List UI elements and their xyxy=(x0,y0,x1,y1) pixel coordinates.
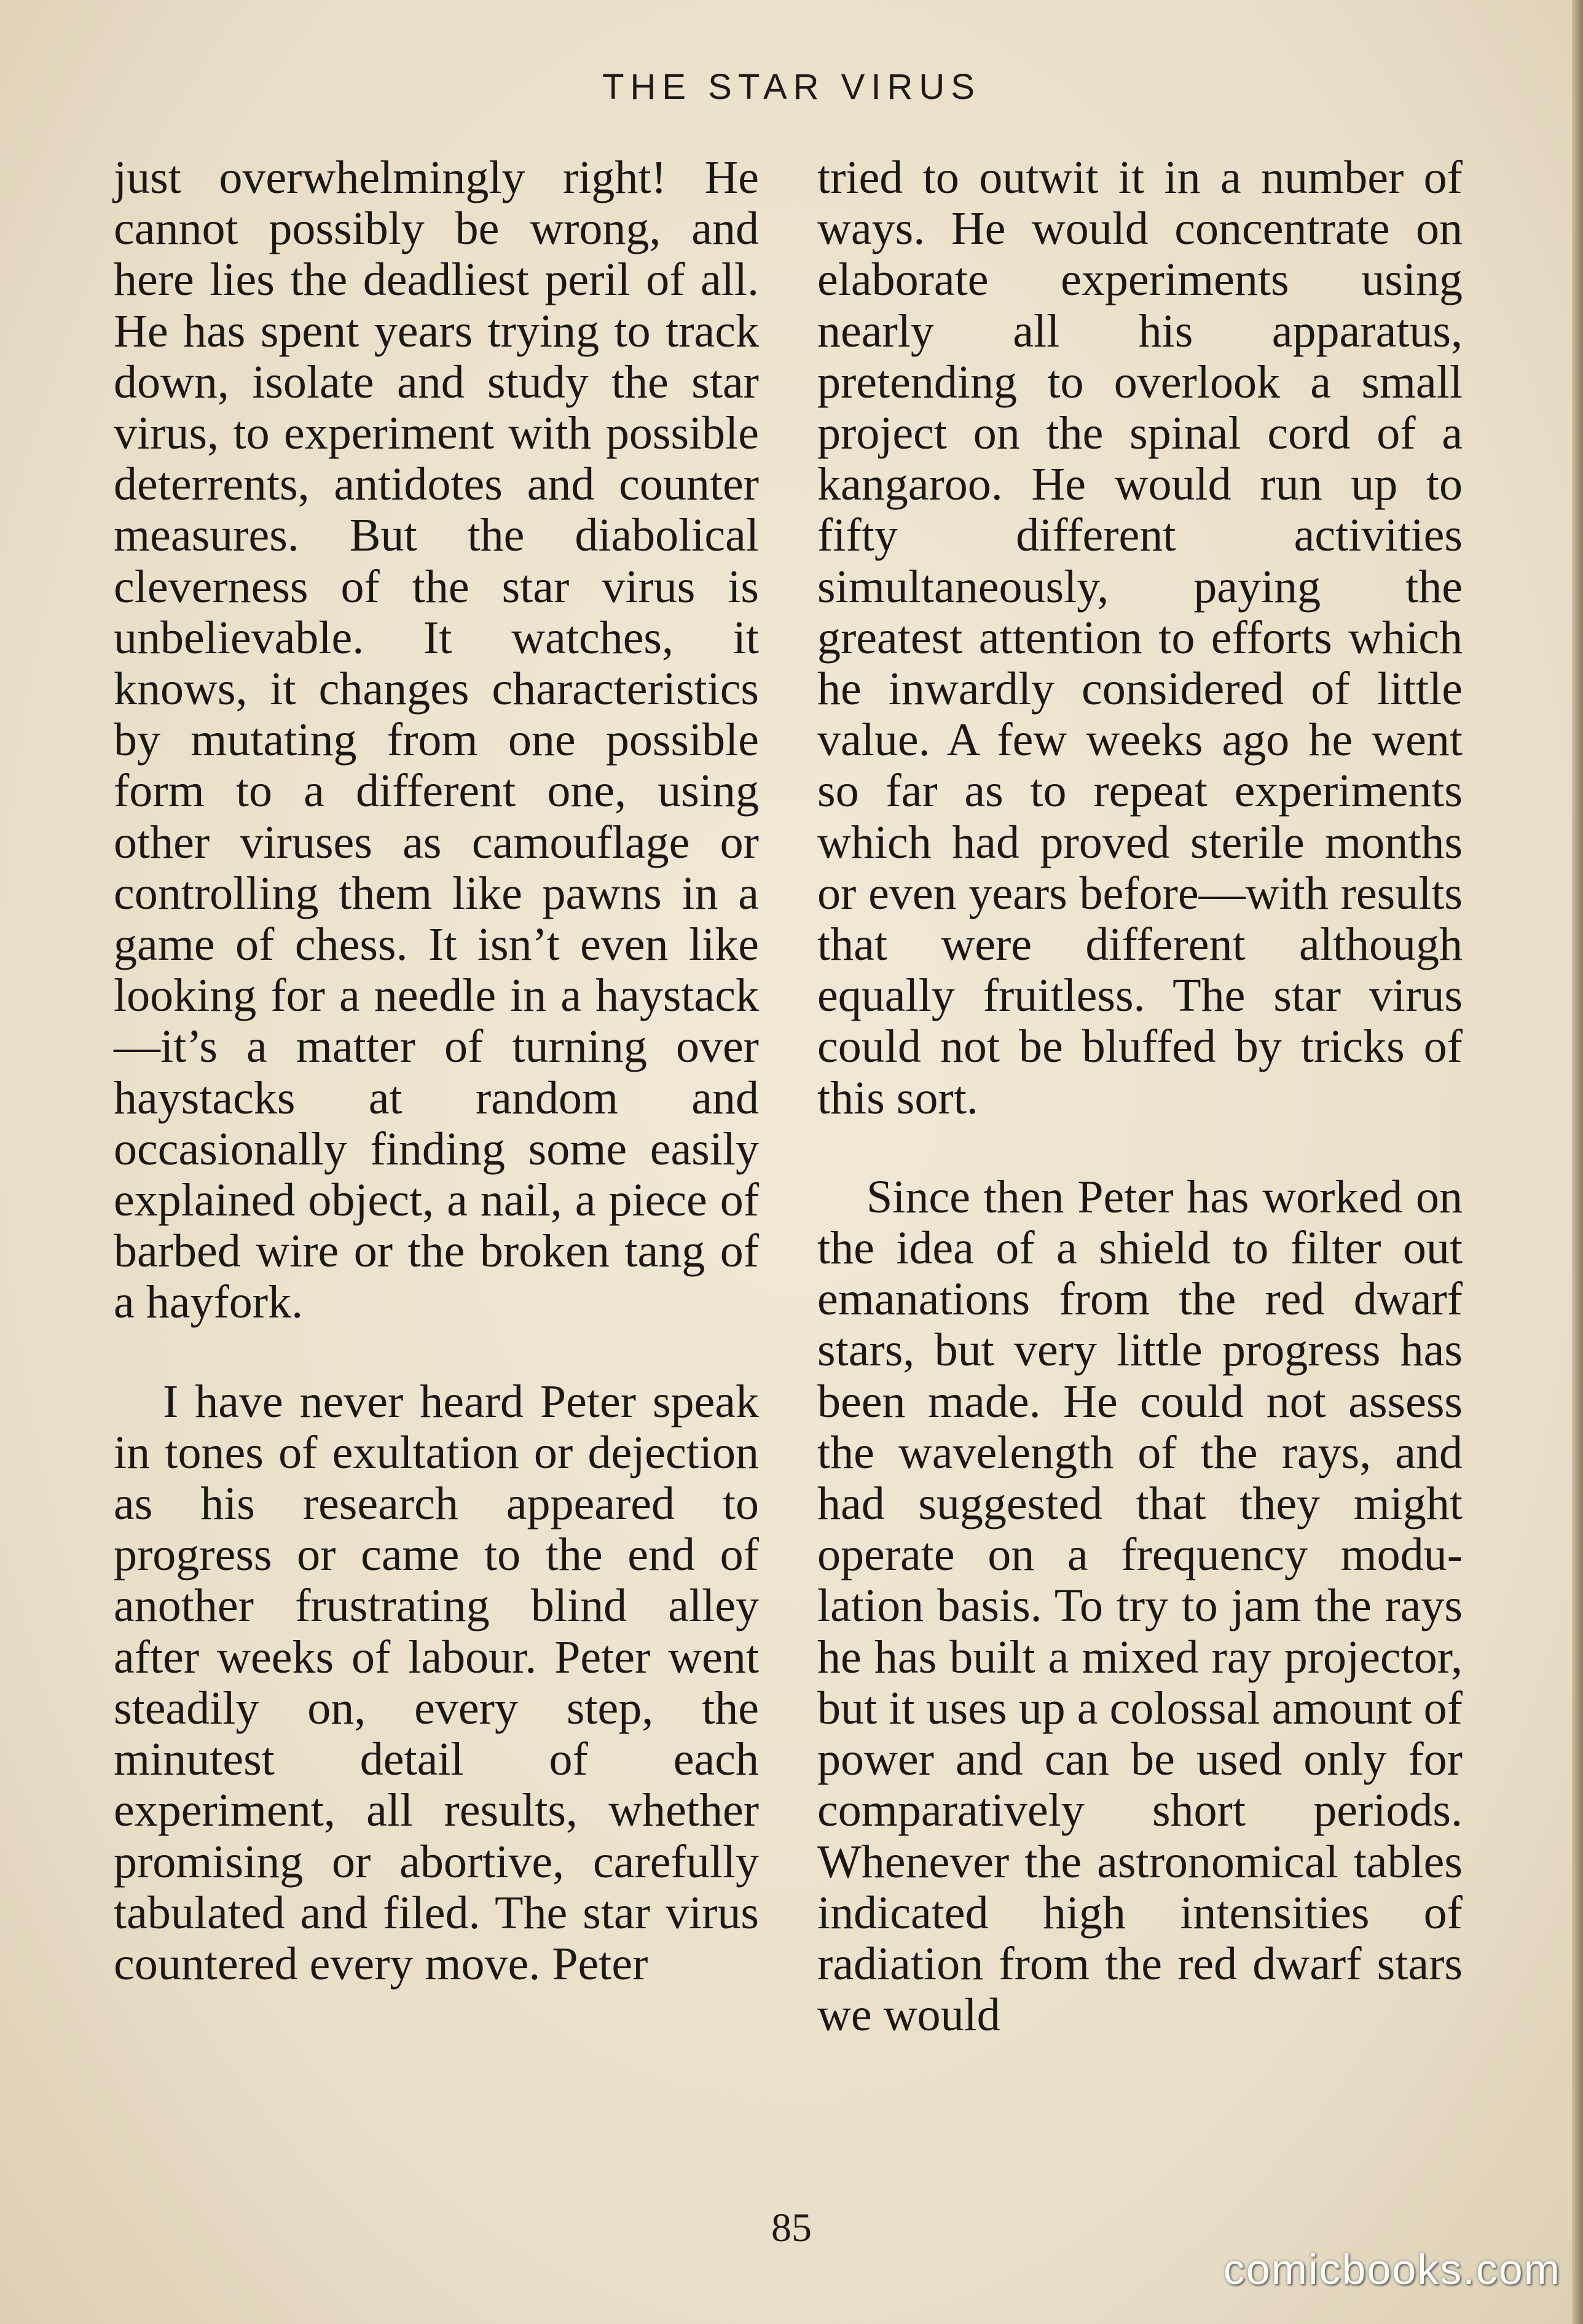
page-edge xyxy=(1572,0,1583,2324)
paragraph: Since then Peter has worked on the idea of a shield to filter out emanations from the red dwarf stars, but very little progress has been made. He could not assess the wavelength of the rays, and had suggested that they might operate on a frequency modulation basis. To try to jam the rays he has built a mixed ray projector, but it uses up a colossal amount of power and can be used only for comparatively short periods. Whenever the astronomical tables indicated high intensities of radiation from the red dwarf stars we would xyxy=(817,1171,1463,2041)
page-number: 85 xyxy=(771,2205,812,2250)
paragraph: I have never heard Peter speak in tones of exultation or dejection as his research appeared to progress or came to the end of another frustrating blind alley after weeks of labour. Peter went steadily on, every step, the minutest detail of each experiment, all results, whether promising or abortive, carefully tabulated and filed. The star virus countered every move. Peter xyxy=(114,1375,759,1990)
paragraph: tried to outwit it in a number of ways. He would concentrate on elaborate experiments using nearly all his apparatus, pretending to overlook a small project on the spinal cord of a kangaroo. He would run up to fifty different activities simultaneously, paying the greatest attention to efforts which he inwardly considered of little value. A few weeks ago he went so far as to repeat experiments which had proved sterile months or even years before—with results that were different although equally fruitless. The star virus could not be bluffed by tricks of this sort. xyxy=(817,152,1463,1124)
paragraph: just overwhelmingly right! He cannot possibly be wrong, and here lies the deadliest peril of all. He has spent years trying to track down, isolate and study the star virus, to experiment with possible deterrents, antidotes and counter measures. But the diabolical cleverness of the star virus is unbelievable. It watches, it knows, it changes characteristics by mutating from one possible form to a different one, using other viruses as camouflage or controlling them like pawns in a game of chess. It isn’t even like looking for a needle in a haystack—it’s a matter of turning over haystacks at random and occasionally finding some easily explained object, a nail, a piece of barbed wire or the broken tang of a hayfork. xyxy=(114,152,759,1329)
text-column-right xyxy=(817,152,1463,2041)
running-head: THE STAR VIRUS xyxy=(602,67,981,107)
text-column-left xyxy=(114,152,759,1990)
watermark: comicbooks.com xyxy=(1223,2245,1561,2293)
